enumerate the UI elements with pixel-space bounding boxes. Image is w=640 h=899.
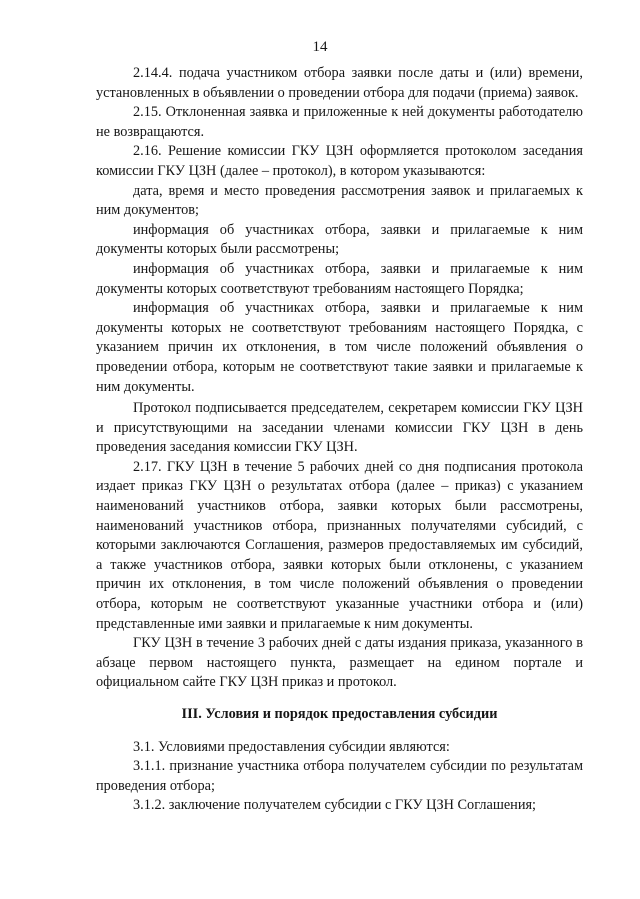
paragraph-2-16: 2.16. Решение комиссии ГКУ ЦЗН оформляется протоколом заседания комиссии ГКУ ЦЗН (далее – протокол), в котором указываются: (96, 143, 583, 179)
protocol-item-compliant: информация об участниках отбора, заявки и прилагаемые к ним документы которых соответствуют требованиям настоящего Порядка; (96, 260, 583, 297)
paragraph-3-1: 3.1. Условиями предоставления субсидии являются: (133, 738, 450, 755)
section-heading: III. Условия и порядок предоставления субсидии (181, 706, 498, 722)
paragraph-2-15: 2.15. Отклоненная заявка и приложенные к ней документы работодателю не возвращаются. (96, 104, 583, 140)
protocol-item-date: дата, время и место проведения рассмотрения заявок и прилагаемых к ним документов; (96, 182, 583, 219)
paragraph-3-1-2: 3.1.2. заключение получателем субсидии с ГКУ ЦЗН Соглашения; (133, 797, 537, 814)
document-body (96, 64, 583, 816)
paragraph-publication: ГКУ ЦЗН в течение 3 рабочих дней с даты издания приказа, указанного в абзаце первом настоящего пункта, размещает на едином портале и официальном сайте ГКУ ЦЗН приказ и протокол. (96, 635, 583, 691)
page-number: 14 (312, 39, 328, 55)
protocol-item-noncompliant: информация об участниках отбора, заявки и прилагаемые к ним документы которых не соответствуют требованиям настоящего Порядка, с указанием причин их отклонения, в том числе положений объявления о проведении отбора, которым не соответствуют такие заявки и прилагаемые к ним документы. (96, 300, 583, 395)
paragraph-3-1-1: 3.1.1. признание участника отбора получателем субсидии по результатам проведения отбора; (96, 758, 583, 794)
protocol-item-reviewed: информация об участниках отбора, заявки и прилагаемые к ним документы которых были рассмотрены; (96, 221, 583, 258)
paragraph-2-14-4: 2.14.4. подача участником отбора заявки после даты и (или) времени, установленных в объявлении о проведении отбора для подачи (приема) заявок. (96, 65, 583, 101)
paragraph-2-17: 2.17. ГКУ ЦЗН в течение 5 рабочих дней со дня подписания протокола издает приказ ГКУ ЦЗН о результатах отбора (далее – приказ) с указанием наименований участников отбора, заявки которых были рассмотрены, наименований участников отбора, признанных получателями субсидий, с которыми заключаются Соглашения, размеров предоставляемых им субсидий, а также участников отбора, заявки которых были отклонены, с указанием причин их отклонения, в том числе положений объявления о проведении отбора, которым не соответствуют указанные участники отбора и (или) представленные ими заявки и прилагаемые к ним документы. (96, 458, 583, 632)
paragraph-protocol-signing: Протокол подписывается председателем, секретарем комиссии ГКУ ЦЗН и присутствующими на заседании членами комиссии ГКУ ЦЗН в день проведения заседания комиссии ГКУ ЦЗН. (96, 400, 583, 456)
